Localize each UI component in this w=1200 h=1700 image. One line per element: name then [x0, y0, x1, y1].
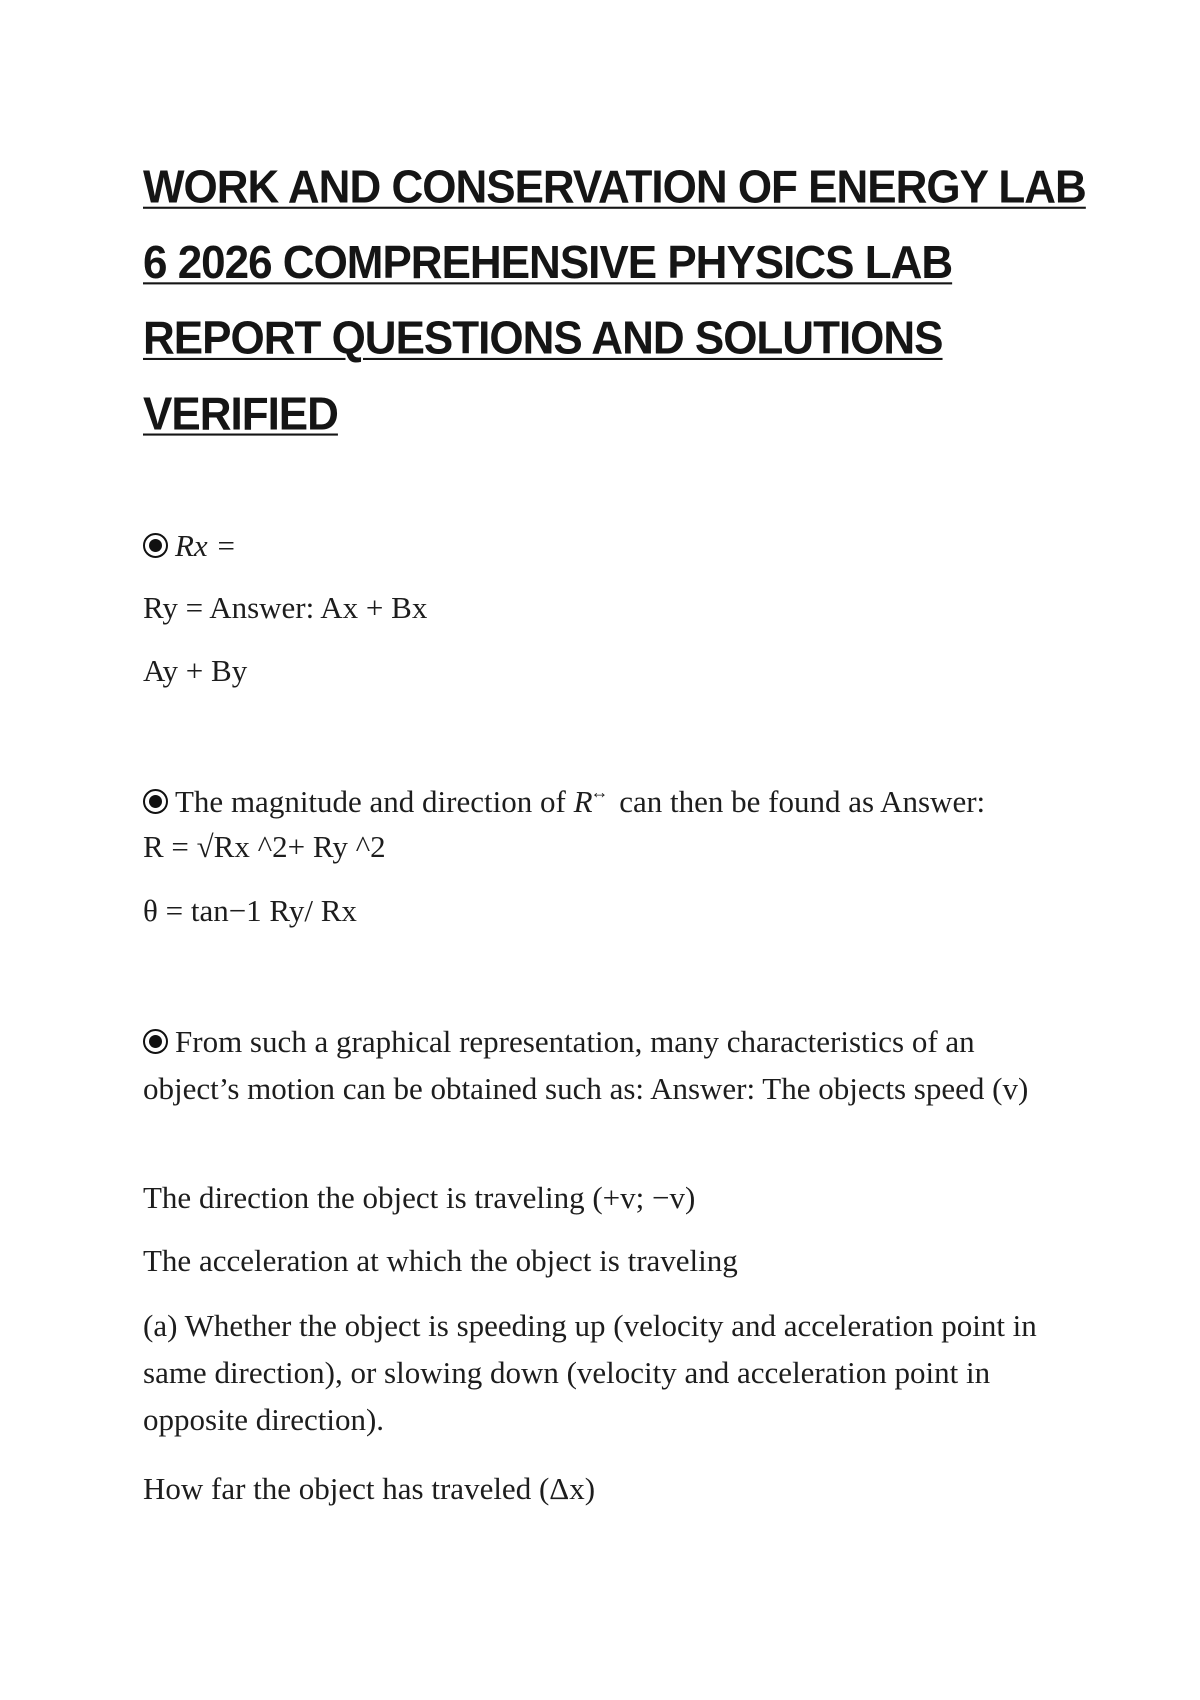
- vector-symbol: R: [573, 784, 593, 819]
- question-3-prompt: [143, 1018, 1073, 1112]
- question-2-prompt-end: can then be found as Answer:: [619, 784, 986, 819]
- question-3-prompt-text: From such a graphical representation, many characteristics of an object’s motion can be obtained such as: Answer: The objects speed (v): [143, 1024, 1029, 1106]
- question-2-answer-line-1: R = √Rx ^2+ Ry ^2: [143, 829, 386, 864]
- question-3-answer-line-3: (a) Whether the object is speeding up (velocity and acceleration point in same direction), or slowing down (velocity and acceleration point in opposite direction).: [143, 1308, 1037, 1437]
- question-3-answer-line-4: How far the object has traveled (Δx): [143, 1471, 596, 1506]
- question-2-prompt: [143, 782, 985, 820]
- radio-bullet-icon: [143, 789, 168, 814]
- question-1-line-2: Ry = Answer: Ax + Bx: [143, 590, 428, 625]
- question-1-line-1: [143, 528, 236, 564]
- radio-bullet-icon: [143, 1029, 168, 1054]
- radio-bullet-icon: [143, 533, 168, 558]
- question-3-answer-line-2: The acceleration at which the object is traveling: [143, 1243, 738, 1278]
- question-2-answer-line-2: θ = tan−1 Ry/ Rx: [143, 893, 357, 928]
- question-1-text: Rx =: [175, 528, 237, 563]
- question-2-prompt-start: The magnitude and direction of: [175, 784, 566, 819]
- question-1-line-3: Ay + By: [143, 653, 248, 688]
- document-title: WORK AND CONSERVATION OF ENERGY LAB 6 2026 COMPREHENSIVE PHYSICS LAB REPORT QUESTIONS AND SOLUTIONS VERIFIED: [143, 161, 1086, 440]
- question-3-answer-line-1: The direction the object is traveling (+v; −v): [143, 1180, 696, 1215]
- vector-arrow-icon: ↔: [590, 782, 609, 802]
